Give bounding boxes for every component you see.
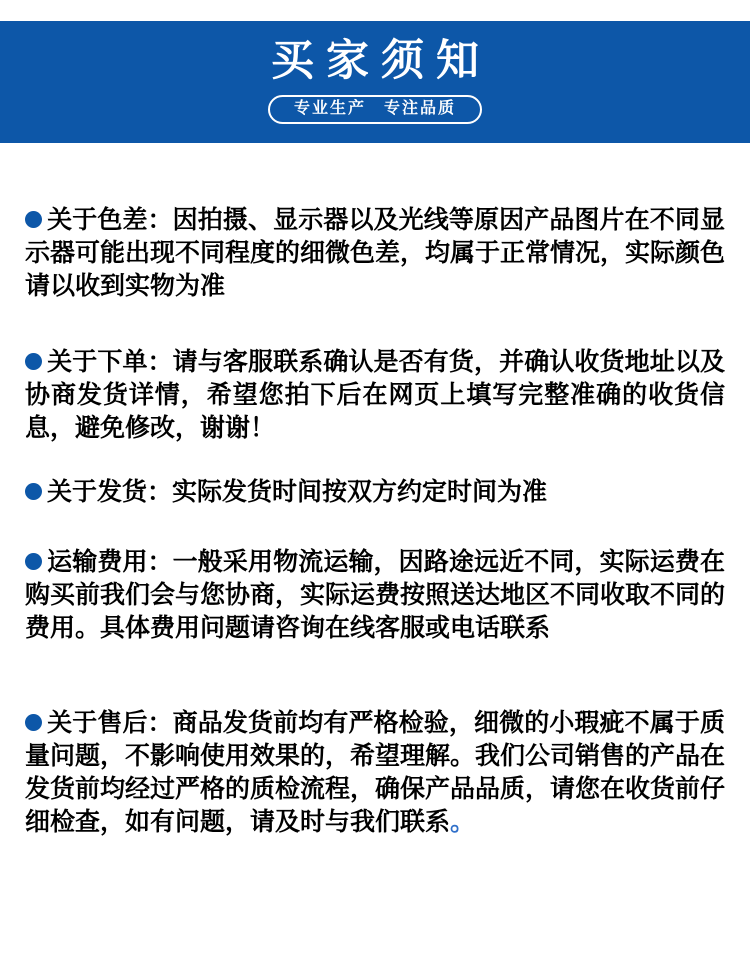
notice-text: 商品发货前均有严格检验，细微的小瑕疵不属于质量问题，不影响使用效果的，希望理解。我们公司销售的产品在发货前均经过严格的质检流程，确保产品品质，请您在收货前仔细检查，如有问题，请及时与我们联系 xyxy=(25,709,726,836)
notice-text: 一般采用物流运输，因路途远近不同，实际运费在购买前我们会与您协商，实际运费按照送达地区不同收取不同的费用。具体费用问题请咨询在线客服或电话联系 xyxy=(25,548,726,642)
bullet-icon xyxy=(25,553,42,570)
notice-label: 关于下单： xyxy=(47,348,173,376)
header-banner xyxy=(0,21,750,143)
notice-ordering xyxy=(25,346,725,445)
notice-label: 运输费用： xyxy=(47,548,173,576)
quality-badge: 专业生产 专注品质 xyxy=(268,95,482,124)
notice-label: 关于色差： xyxy=(47,206,173,234)
notice-after-sales xyxy=(25,707,725,839)
notice-color-difference xyxy=(25,204,725,303)
notice-freight xyxy=(25,546,725,645)
notice-shipping xyxy=(25,476,725,509)
notice-text: 实际发货时间按双方约定时间为准 xyxy=(172,478,548,506)
notice-text: 请与客服联系确认是否有货，并确认收货地址以及协商发货详情，希望您拍下后在网页上填写完整准确的收货信息，避免修改，谢谢！ xyxy=(25,348,725,442)
notice-label: 关于发货： xyxy=(47,478,173,506)
bullet-icon xyxy=(25,714,42,731)
notice-text: 因拍摄、显示器以及光线等原因产品图片在不同显示器可能出现不同程度的细微色差，均属于正常情况，实际颜色请以收到实物为准 xyxy=(25,206,726,300)
notice-trailing-period: 。 xyxy=(450,808,476,836)
page-title: 买家须知 xyxy=(271,37,491,85)
notice-label: 关于售后： xyxy=(47,709,173,737)
bullet-icon xyxy=(25,353,42,370)
notice-list xyxy=(0,204,750,839)
bullet-icon xyxy=(25,483,42,500)
buyer-notice-page xyxy=(0,21,750,839)
bullet-icon xyxy=(25,211,42,228)
